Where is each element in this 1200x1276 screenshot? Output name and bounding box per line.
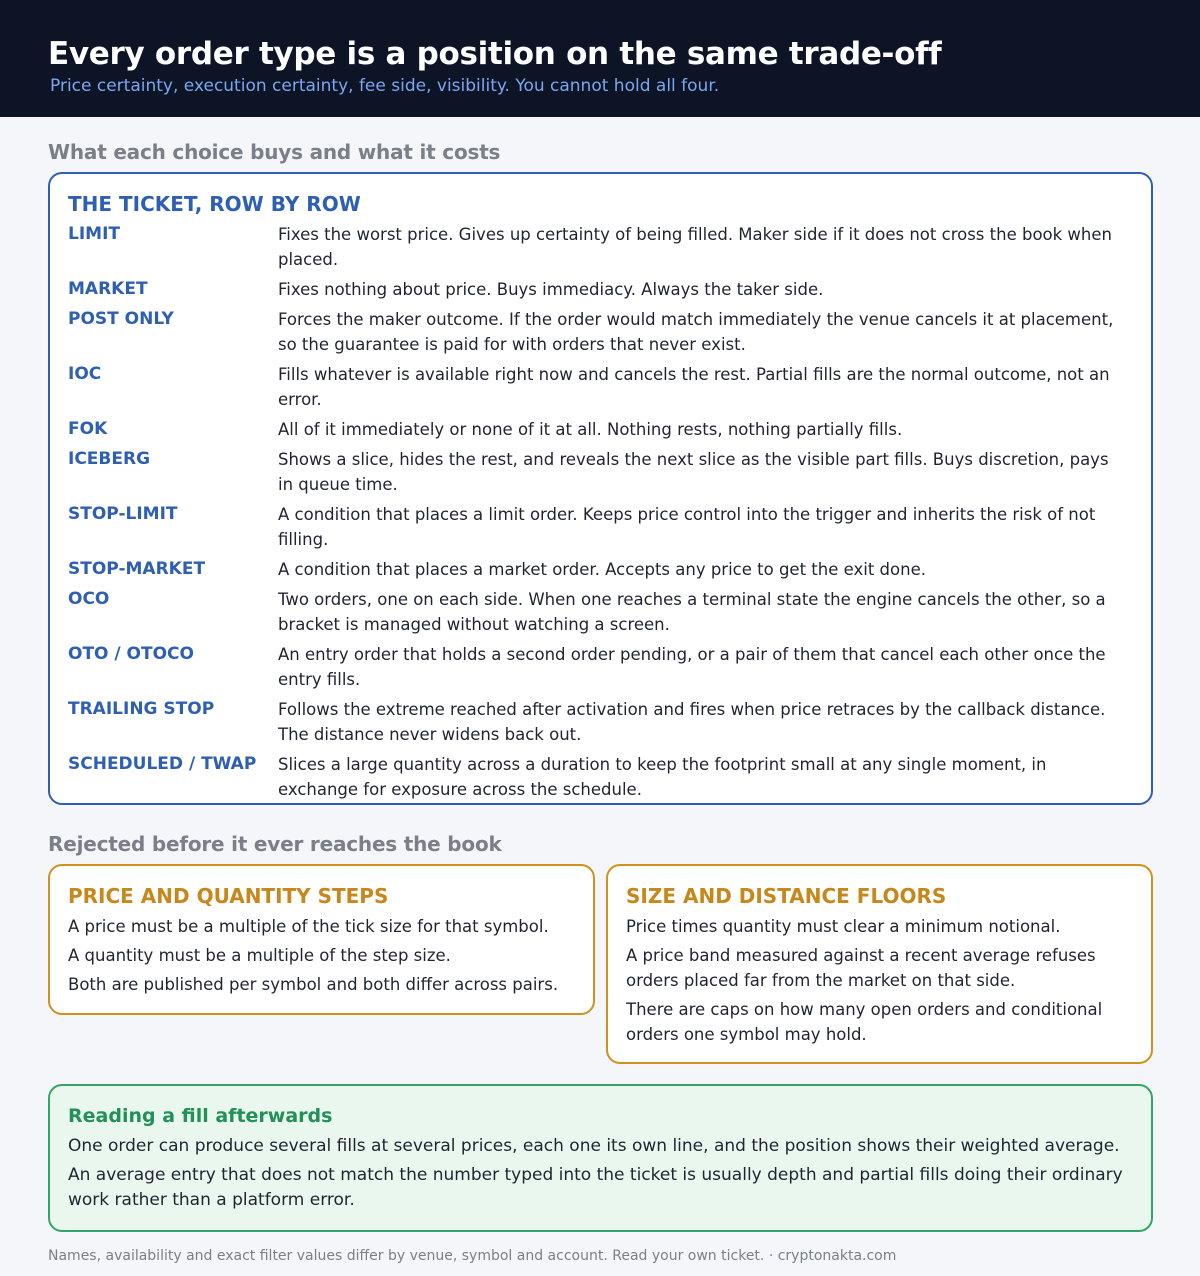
page-title: Every order type is a position on the same trade-off xyxy=(48,36,942,72)
ticket-row-description: Shows a slice, hides the rest, and reveals the next slice as the visible part fills. Buys discretion, pays in queue time. xyxy=(278,450,1109,494)
floors-line: A price band measured against a recent average refuses orders placed far from the market on that side. xyxy=(626,946,1096,990)
ticket-card-title: THE TICKET, ROW BY ROW xyxy=(68,192,361,216)
ticket-row-name: TRAILING STOP xyxy=(68,699,215,719)
ticket-row-description: An entry order that holds a second order pending, or a pair of them that cancel each other once the entry fills. xyxy=(278,645,1106,689)
ticket-row-name: IOC xyxy=(68,364,102,384)
section-heading-choices: What each choice buys and what it costs xyxy=(48,140,501,164)
ticket-row xyxy=(68,642,1133,692)
ticket-row xyxy=(68,502,1133,552)
ticket-row-name: SCHEDULED / TWAP xyxy=(68,754,257,774)
ticket-row xyxy=(68,557,1133,582)
ticket-row-description: Slices a large quantity across a duration to keep the footprint small at any single moment, in exchange for exposure across the schedule. xyxy=(278,755,1047,799)
ticket-row xyxy=(68,277,1133,302)
ticket-row-name: OCO xyxy=(68,589,110,609)
ticket-row-name: MARKET xyxy=(68,279,148,299)
ticket-row-description: Fills whatever is available right now and cancels the rest. Partial fills are the normal outcome, not an error. xyxy=(278,365,1110,409)
ticket-row-description: A condition that places a limit order. Keeps price control into the trigger and inherits the risk of not filling. xyxy=(278,505,1096,549)
ticket-row-description: A condition that places a market order. Accepts any price to get the exit done. xyxy=(278,560,926,579)
ticket-row-name: STOP-LIMIT xyxy=(68,504,178,524)
ticket-row-name: FOK xyxy=(68,419,108,439)
steps-line: A price must be a multiple of the tick size for that symbol. xyxy=(68,917,549,936)
ticket-row-description: Forces the maker outcome. If the order would match immediately the venue cancels it at placement, so the guarantee is paid for with orders that never exist. xyxy=(278,310,1114,354)
ticket-row-description: Two orders, one on each side. When one reaches a terminal state the engine cancels the other, so a bracket is managed without watching a screen. xyxy=(278,590,1106,634)
fill-line: An average entry that does not match the number typed into the ticket is usually depth and partial fills doing their ordinary work rather than a platform error. xyxy=(68,1165,1123,1210)
ticket-row-description: Fixes nothing about price. Buys immediacy. Always the taker side. xyxy=(278,280,824,299)
ticket-row xyxy=(68,587,1133,637)
ticket-card xyxy=(48,172,1153,805)
ticket-row-description: Follows the extreme reached after activation and fires when price retraces by the callback distance. The distance never widens back out. xyxy=(278,700,1106,744)
ticket-row-name: LIMIT xyxy=(68,224,120,244)
ticket-row xyxy=(68,417,1133,442)
steps-card xyxy=(48,864,595,1015)
floors-card xyxy=(606,864,1153,1064)
ticket-row xyxy=(68,222,1133,272)
steps-line: Both are published per symbol and both differ across pairs. xyxy=(68,975,559,994)
ticket-row-name: POST ONLY xyxy=(68,309,174,329)
footer-note: Names, availability and exact filter values differ by venue, symbol and account. Read your own ticket. · cryptonakta.com xyxy=(48,1248,897,1264)
ticket-row xyxy=(68,362,1133,412)
steps-card-title: PRICE AND QUANTITY STEPS xyxy=(68,884,389,908)
ticket-row xyxy=(68,752,1133,802)
steps-line: A quantity must be a multiple of the step size. xyxy=(68,946,451,965)
ticket-row-description: All of it immediately or none of it at all. Nothing rests, nothing partially fills. xyxy=(278,420,903,439)
ticket-row xyxy=(68,697,1133,747)
ticket-row-name: OTO / OTOCO xyxy=(68,644,194,664)
fill-line: One order can produce several fills at several prices, each one its own line, and the position shows their weighted average. xyxy=(68,1136,1120,1156)
section-heading-rejected: Rejected before it ever reaches the book xyxy=(48,832,502,856)
ticket-row xyxy=(68,307,1133,357)
ticket-row-description: Fixes the worst price. Gives up certainty of being filled. Maker side if it does not cross the book when placed. xyxy=(278,225,1112,269)
ticket-row-name: ICEBERG xyxy=(68,449,151,469)
ticket-rows xyxy=(68,222,1133,802)
floors-line: Price times quantity must clear a minimum notional. xyxy=(626,917,1061,936)
ticket-row xyxy=(68,447,1133,497)
ticket-row-name: STOP-MARKET xyxy=(68,559,206,579)
fill-card-title: Reading a fill afterwards xyxy=(68,1105,333,1127)
page-subtitle: Price certainty, execution certainty, fee side, visibility. You cannot hold all four. xyxy=(50,76,720,96)
floors-line: There are caps on how many open orders and conditional orders one symbol may hold. xyxy=(626,1000,1103,1044)
fill-card xyxy=(48,1084,1153,1232)
header-banner xyxy=(0,0,1200,117)
floors-card-title: SIZE AND DISTANCE FLOORS xyxy=(626,884,947,908)
